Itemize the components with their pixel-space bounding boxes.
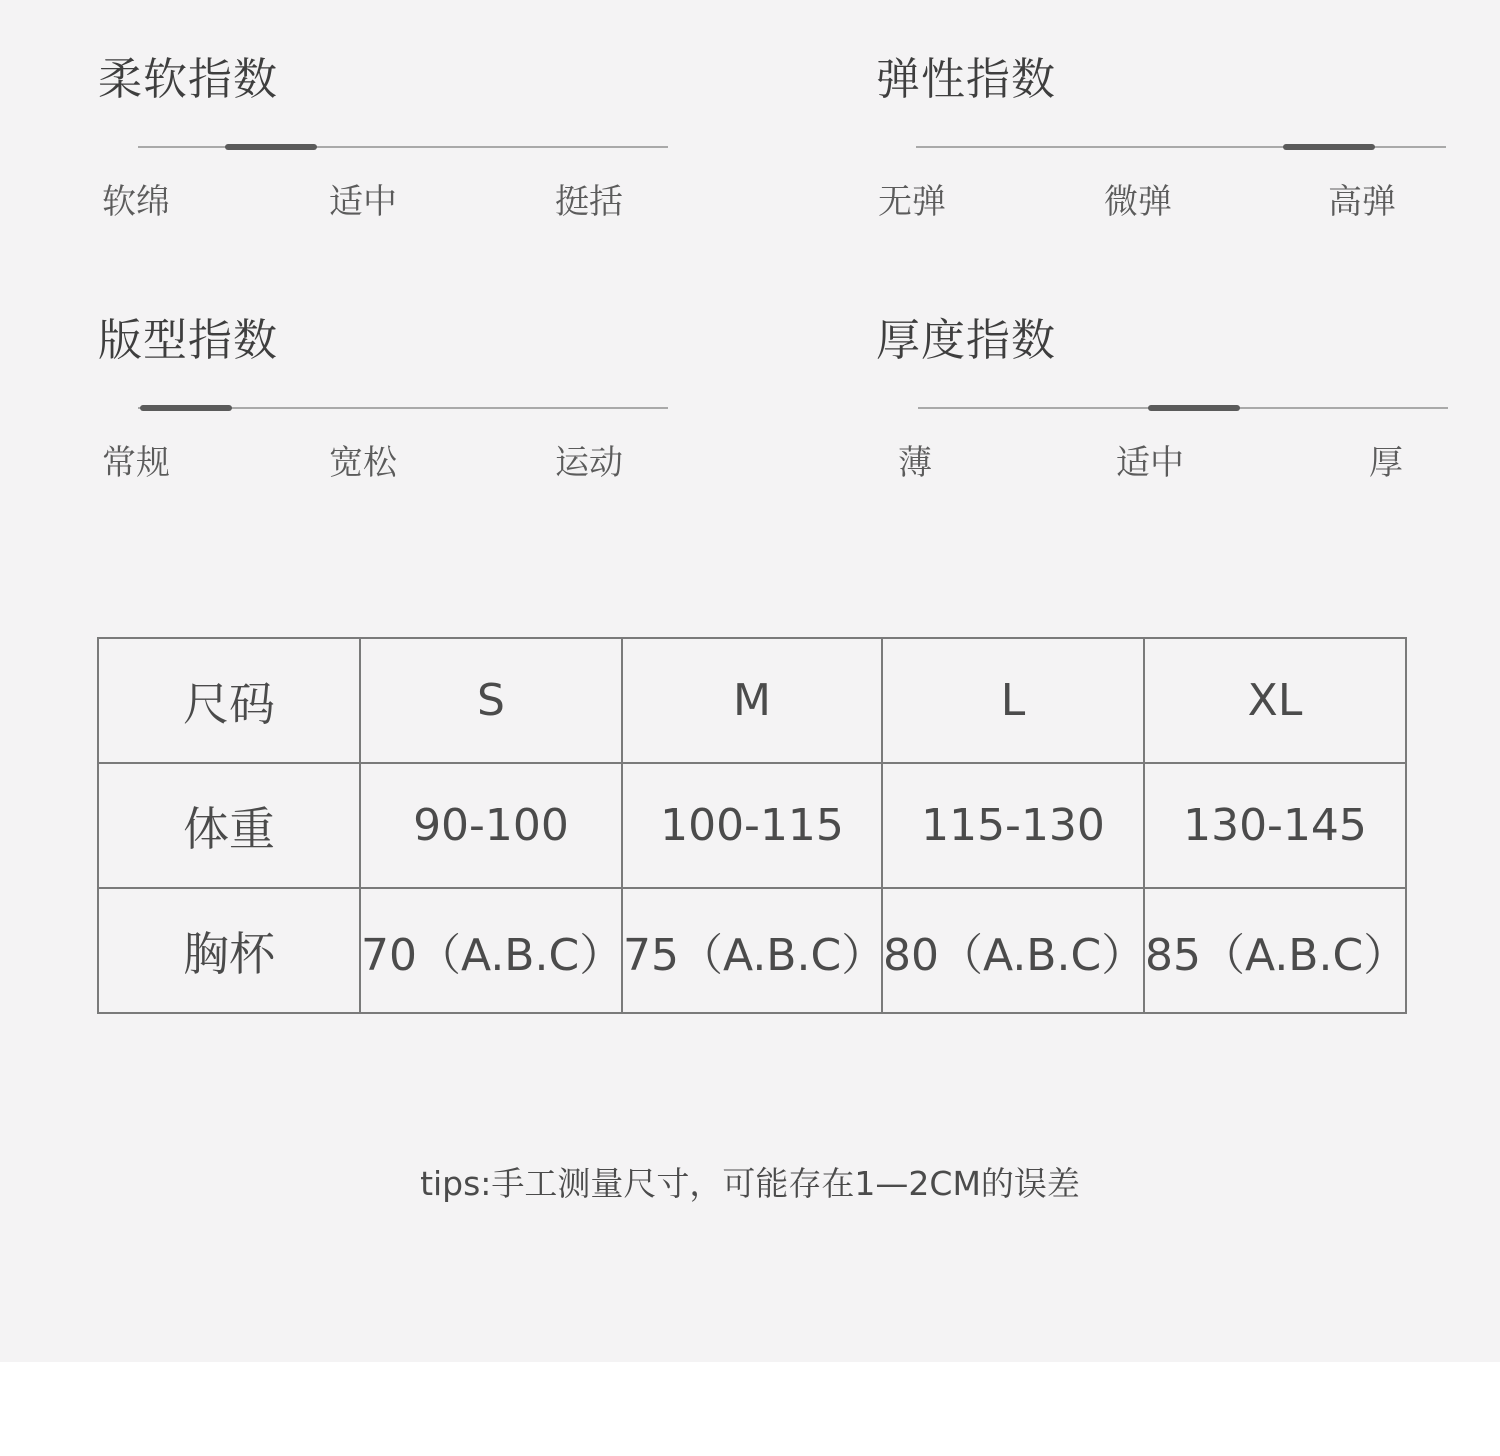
- index-marker: [225, 144, 317, 150]
- index-marker: [1283, 144, 1375, 150]
- scale-label-mid: 宽松: [329, 443, 397, 483]
- scale-label-low: 软绵: [102, 182, 170, 222]
- index-title: 弹性指数: [876, 54, 1056, 105]
- table-row-cup: [98, 888, 1406, 1013]
- table-header-row: [98, 638, 1406, 763]
- table-cell: 75（A.B.C）: [622, 888, 882, 1013]
- index-track: [916, 146, 1446, 148]
- scale-label-mid: 适中: [1116, 443, 1184, 483]
- header-cell-size: 尺码: [98, 638, 360, 763]
- scale-label-low: 薄: [898, 443, 932, 483]
- scale-label-low: 常规: [102, 443, 170, 483]
- header-cell-l: L: [882, 638, 1144, 763]
- index-track: [138, 407, 668, 409]
- index-track: [138, 146, 668, 148]
- scale-label-high: 运动: [555, 443, 623, 483]
- row-header-cup: 胸杯: [98, 888, 360, 1013]
- index-title: 柔软指数: [98, 54, 278, 105]
- index-title: 厚度指数: [876, 315, 1056, 366]
- header-cell-xl: XL: [1144, 638, 1406, 763]
- table-cell: 130-145: [1144, 763, 1406, 888]
- table-cell: 90-100: [360, 763, 622, 888]
- table-cell: 100-115: [622, 763, 882, 888]
- scale-label-mid: 微弹: [1104, 182, 1172, 222]
- scale-label-high: 挺括: [555, 182, 623, 222]
- thickness-index: [876, 313, 1456, 513]
- scale-label-mid: 适中: [329, 182, 397, 222]
- table-cell: 115-130: [882, 763, 1144, 888]
- header-cell-s: S: [360, 638, 622, 763]
- table-cell: 70（A.B.C）: [360, 888, 622, 1013]
- index-marker: [140, 405, 232, 411]
- table-cell: 85（A.B.C）: [1144, 888, 1406, 1013]
- index-track: [918, 407, 1448, 409]
- table-cell: 80（A.B.C）: [882, 888, 1144, 1013]
- elasticity-index: [876, 52, 1456, 252]
- measurement-tips: tips:手工测量尺寸，可能存在1—2CM的误差: [420, 1164, 1080, 1203]
- header-cell-m: M: [622, 638, 882, 763]
- size-table: [97, 637, 1407, 1014]
- table-row-weight: [98, 763, 1406, 888]
- softness-index: [98, 52, 678, 252]
- index-title: 版型指数: [98, 315, 278, 366]
- fit-index: [98, 313, 678, 513]
- row-header-weight: 体重: [98, 763, 360, 888]
- scale-label-low: 无弹: [878, 182, 946, 222]
- index-marker: [1148, 405, 1240, 411]
- scale-label-high: 厚: [1369, 443, 1403, 483]
- scale-label-high: 高弹: [1328, 182, 1396, 222]
